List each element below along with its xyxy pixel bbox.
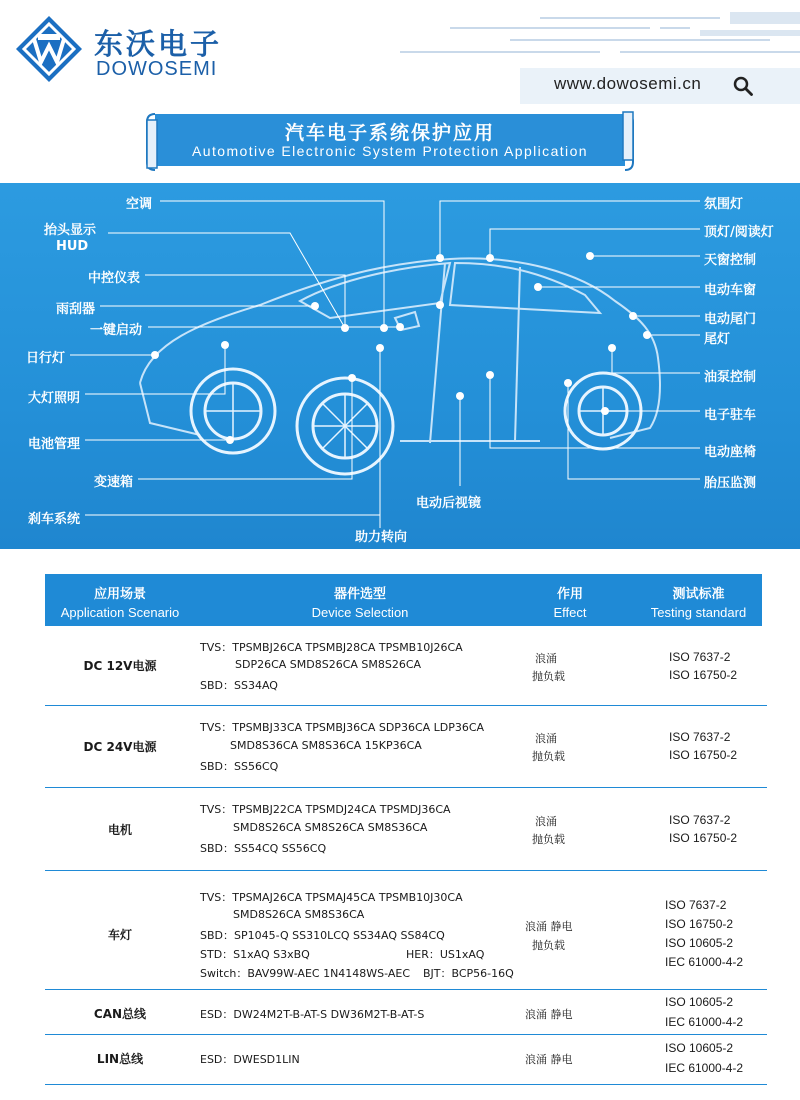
label-sunroof-control: 天窗控制 (704, 253, 757, 268)
header-device: 器件选型 Device Selection (311, 587, 409, 620)
table-row: DC 12V电源 TVS：TPSMBJ26CA TPSMBJ28CA TPSMB10J26CA SDP26CA SMD8S26CA SM8S26CA SBD：SS34AQ 浪涌 抛负载 ISO 7637-2 ISO 16750-2 (45, 626, 767, 706)
label-wiper: 雨刮器 (56, 302, 96, 317)
label-gearbox: 变速箱 (94, 475, 134, 490)
label-hud: HUD (56, 239, 89, 254)
table-row: DC 24V电源 TVS：TPSMBJ33CA TPSMBJ36CA SDP36CA LDP36CA SMD8S36CA SM8S36CA 15KP36CA SBD：SS56CQ 浪涌 抛负载 ISO 7637-2 ISO 16750-2 (45, 706, 767, 788)
label-instrument-cluster: 中控仪表 (88, 271, 141, 286)
label-battery-management: 电池管理 (28, 437, 81, 452)
car-diagram (0, 183, 800, 549)
label-daytime-light: 日行灯 (26, 351, 66, 366)
scenario-cell: DC 24V电源 (83, 740, 157, 754)
label-tire-pressure: 胎压监测 (704, 476, 757, 491)
header-standard: 测试标准 Testing standard (650, 587, 747, 620)
banner-subtitle: Automotive Electronic System Protection Application (192, 143, 588, 159)
header-scenario: 应用场景 Application Scenario (60, 587, 180, 620)
banner-title: 汽车电子系统保护应用 (284, 122, 495, 144)
table-row: 电机 TVS：TPSMBJ22CA TPSMDJ24CA TPSMDJ36CA SMD8S26CA SM8S26CA SM8S36CA SBD：SS54CQ SS56CQ 浪涌 抛负载 ISO 7637-2 ISO 16750-2 (45, 788, 767, 871)
logo-icon (14, 14, 84, 84)
label-headlight: 大灯照明 (28, 391, 81, 406)
label-power-mirror: 电动后视镜 (416, 496, 482, 511)
brand-name-cn: 东沃电子 (94, 27, 223, 61)
search-icon[interactable] (733, 76, 753, 96)
label-power-steering: 助力转向 (355, 530, 408, 545)
scenario-cell: 电机 (107, 823, 132, 837)
label-power-window: 电动车窗 (704, 283, 757, 298)
table-row: 车灯 TVS：TPSMAJ26CA TPSMAJ45CA TPSMB10J30CA SMD8S26CA SM8S36CA SBD：SP1045-Q SS310LCQ SS34AQ SS84CQ STD：S1xAQ S3xBQ HER：US1xAQ Switch：BAV99W-AEC 1N4148WS-AEC BJT：BCP56-16Q 浪涌 静电 抛负载 ISO 7637-2 ISO 16750-2 ISO 10605-2 IEC 61000-4-2 (45, 871, 767, 990)
brand-name-en: DOWOSEMI (96, 58, 218, 80)
header-decoration (390, 10, 800, 65)
label-reading-light: 顶灯/阅读灯 (704, 225, 774, 240)
car-illustration (0, 183, 800, 549)
scenario-cell: 车灯 (107, 928, 132, 942)
label-electronic-parking: 电子驻车 (704, 408, 757, 423)
table-row: LIN总线 ESD：DWESD1LIN 浪涌 静电 ISO 10605-2 IEC 61000-4-2 (45, 1035, 767, 1085)
scenario-cell: CAN总线 (93, 1007, 147, 1021)
label-one-key-start: 一键启动 (90, 323, 143, 338)
website-url[interactable]: www.dowosemi.cn (554, 74, 702, 93)
label-head-up-display: 抬头显示 (44, 223, 97, 238)
header-effect: 作用 Effect (553, 587, 587, 620)
scenario-cell: DC 12V电源 (83, 659, 157, 673)
table-row: CAN总线 ESD：DW24M2T-B-AT-S DW36M2T-B-AT-S 浪涌 静电 ISO 10605-2 IEC 61000-4-2 (45, 990, 767, 1035)
scenario-cell: LIN总线 (96, 1052, 144, 1066)
label-power-seat: 电动座椅 (704, 445, 757, 460)
label-taillight: 尾灯 (704, 332, 731, 347)
label-fuel-pump-control: 油泵控制 (704, 370, 757, 385)
table-header (45, 574, 762, 626)
label-brake-system: 刹车系统 (28, 512, 81, 527)
label-air-conditioning: 空调 (126, 197, 153, 212)
label-ambient-light: 氛围灯 (704, 197, 744, 212)
label-power-tailgate: 电动尾门 (704, 312, 757, 327)
